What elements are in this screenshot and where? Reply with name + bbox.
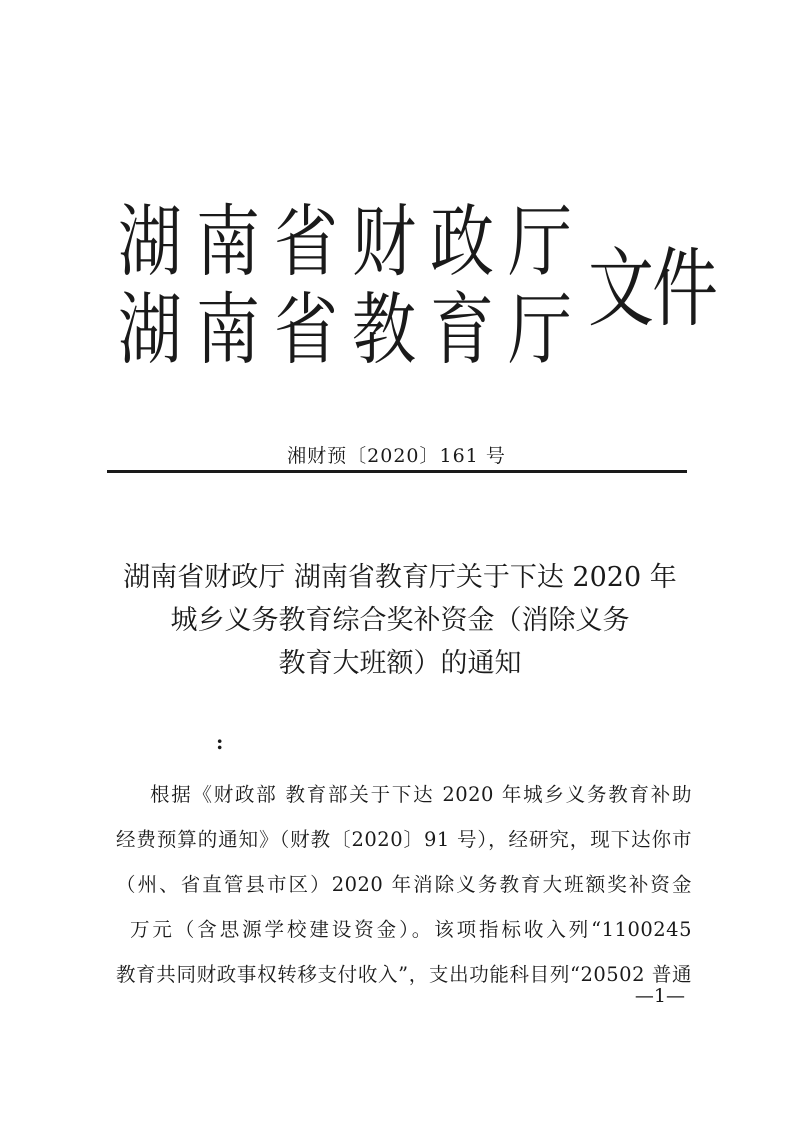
body-paragraph bbox=[116, 772, 692, 997]
document-label: 文件 bbox=[588, 238, 716, 339]
document-title bbox=[80, 556, 720, 685]
document-number: 湘财预〔2020〕161 号 bbox=[287, 445, 506, 467]
body-line: 经费预算的通知》（财教〔2020〕91 号），经研究，现下达你市 bbox=[116, 828, 692, 851]
title-line: 城乡义务教育综合奖补资金（消除义务 bbox=[170, 605, 630, 636]
title-line: 教育大班额）的通知 bbox=[278, 648, 522, 679]
issuer-finance-department: 湖南省财政厅 bbox=[118, 197, 586, 288]
body-line: （州、省直管县市区）2020 年消除义务教育大班额奖补资金 bbox=[116, 873, 692, 896]
body-line: 万元（含思源学校建设资金）。该项指标收入列“1100245 bbox=[130, 918, 692, 941]
document-header bbox=[118, 197, 718, 380]
title-line: 湖南省财政厅 湖南省教育厅关于下达 2020 年 bbox=[123, 562, 677, 593]
header-divider bbox=[107, 470, 687, 473]
salutation: : bbox=[216, 730, 224, 754]
issuer-education-department: 湖南省教育厅 bbox=[118, 285, 586, 376]
page-number: —1— bbox=[634, 985, 685, 1007]
body-line: 教育共同财政事权转移支付收入”，支出功能科目列“20502 普通 bbox=[116, 963, 692, 986]
body-line: 根据《财政部 教育部关于下达 2020 年城乡义务教育补助 bbox=[150, 783, 692, 806]
